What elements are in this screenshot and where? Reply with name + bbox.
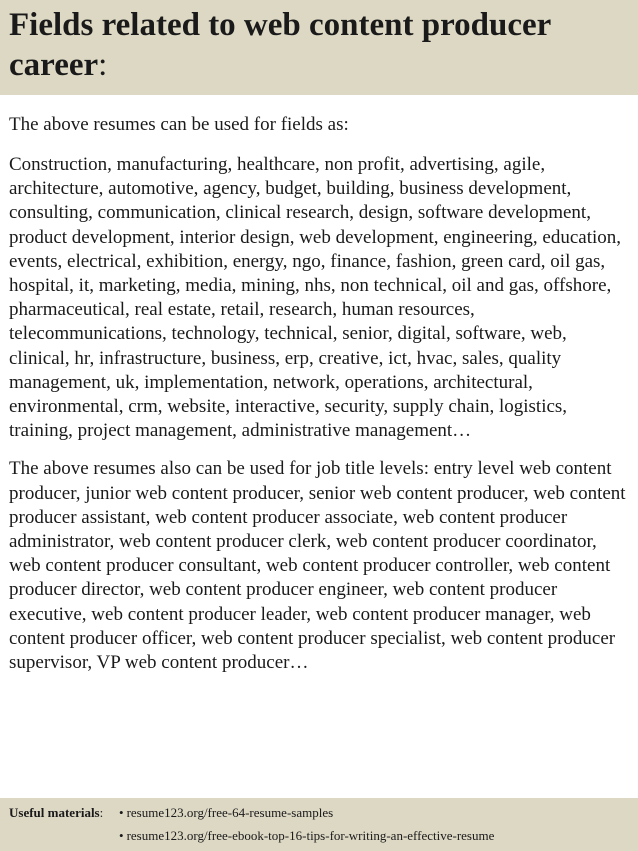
job-levels-paragraph: The above resumes also can be used for job title levels: entry level web content producer, junior web content producer, senior web content producer, web content producer assistant, web content producer associate, web content producer administrator, web content producer clerk, web content producer coordinator, web content producer consultant, web content producer controller, web content producer director, web content producer engineer, web content producer executive, web content producer leader, web content producer manager, web content producer officer, web content producer specialist, web content producer supervisor, VP web content producer… [9,458,626,674]
intro-text: The above resumes can be used for fields as: [9,114,349,135]
bullet-icon: • [119,805,124,820]
page-title-colon: : [98,47,108,83]
main-content [9,113,631,675]
page-title [9,5,629,85]
footer-link-item [119,805,333,821]
footer-band [0,798,638,851]
resume-samples-link[interactable]: resume123.org/free-64-resume-samples [126,805,334,820]
header-band [0,0,638,95]
page-title-text: Fields related to web content producer career [9,7,551,83]
footer-link-item [119,828,494,844]
useful-materials-label-colon: : [99,805,104,820]
bullet-icon: • [119,828,124,843]
useful-materials-label [9,805,103,821]
fields-paragraph: Construction, manufacturing, healthcare, non profit, advertising, agile, architecture, automotive, agency, budget, building, business development, consulting, communication, clinical research, design, software development, product development, interior design, web development, engineering, education, events, electrical, exhibition, energy, ngo, finance, fashion, green card, oil gas, hospital, it, marketing, media, mining, nhs, non technical, oil and gas, offshore, pharmaceutical, real estate, retail, research, human resources, telecommunications, technology, technical, senior, digital, software, web, clinical, hr, infrastructure, business, erp, creative, ict, hvac, sales, quality management, uk, implementation, network, operations, architectural, environmental, crm, website, interactive, security, supply chain, logistics, training, project management, administrative management… [9,154,622,442]
ebook-tips-link[interactable]: resume123.org/free-ebook-top-16-tips-for-writing-an-effective-resume [126,828,495,843]
useful-materials-label-text: Useful materials [9,805,100,820]
